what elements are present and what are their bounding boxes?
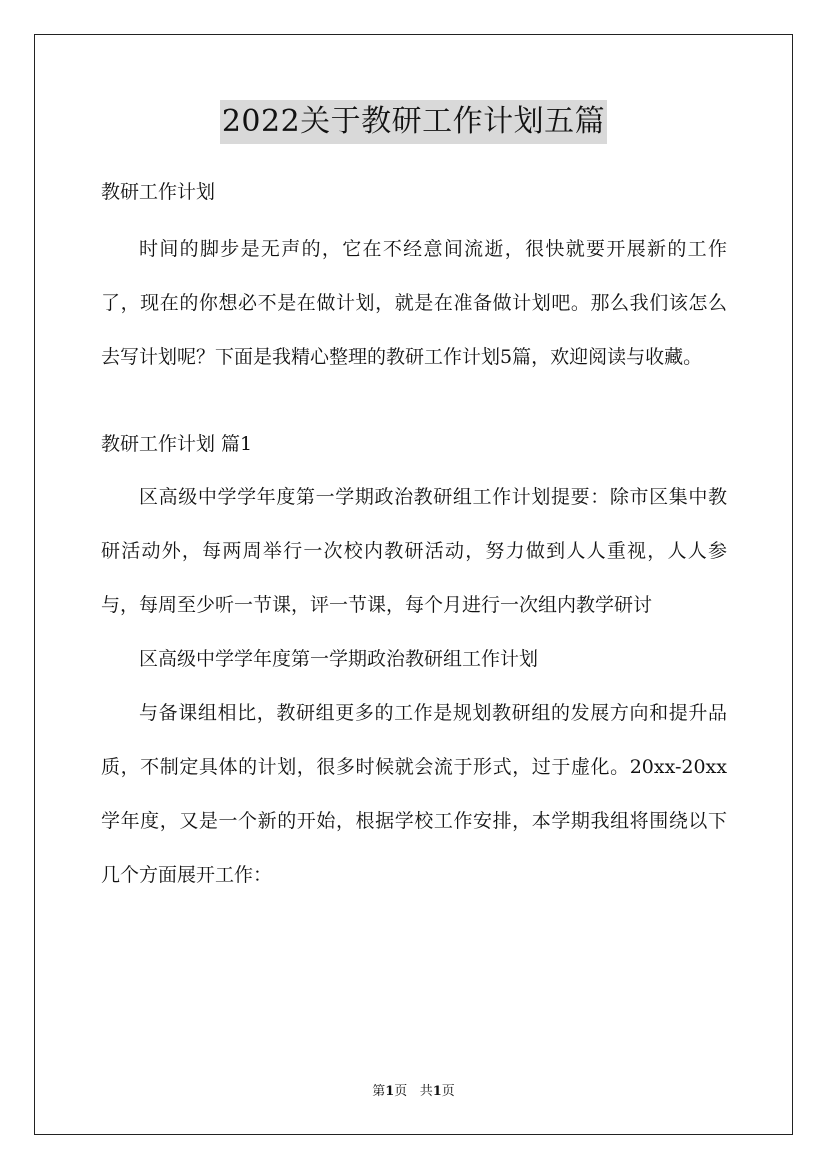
article-heading: 教研工作计划 篇1 [101,433,253,455]
body-paragraph-3: 与备课组相比，教研组更多的工作是规划教研组的发展方向和提升品质，不制定具体的计划，很多时候就会流于形式，过于虚化。20xx-20xx学年度，又是一个新的开始，根据学校工作安排，本学期我组将围绕以下几个方面展开工作： [101,702,727,886]
footer-total-suffix: 页 [441,1084,455,1099]
title-container [0,100,827,144]
intro-paragraph: 时间的脚步是无声的，它在不经意间流逝，很快就要开展新的工作了，现在的你想必不是在做计划，就是在准备做计划吧。那么我们该怎么去写计划呢？下面是我精心整理的教研工作计划5篇，欢迎阅读与收藏。 [101,238,727,368]
footer-total-prefix: 共 [419,1084,433,1099]
footer-page-number: 1 [385,1084,395,1099]
footer-page-suffix: 页 [394,1084,408,1099]
document-title: 2022关于教研工作计划五篇 [220,100,607,144]
footer-page-prefix: 第 [372,1084,386,1099]
footer-total-number: 1 [432,1084,442,1099]
body-paragraph-2: 区高级中学学年度第一学期政治教研组工作计划 [139,648,539,670]
section-heading: 教研工作计划 [101,181,216,203]
body-paragraph-1: 区高级中学学年度第一学期政治教研组工作计划提要：除市区集中教研活动外，每两周举行一次校内教研活动，努力做到人人重视，人人参与，每周至少听一节课，评一节课，每个月进行一次组内教学研讨 [101,486,727,616]
page-footer [0,1082,827,1102]
document-body [101,172,727,902]
